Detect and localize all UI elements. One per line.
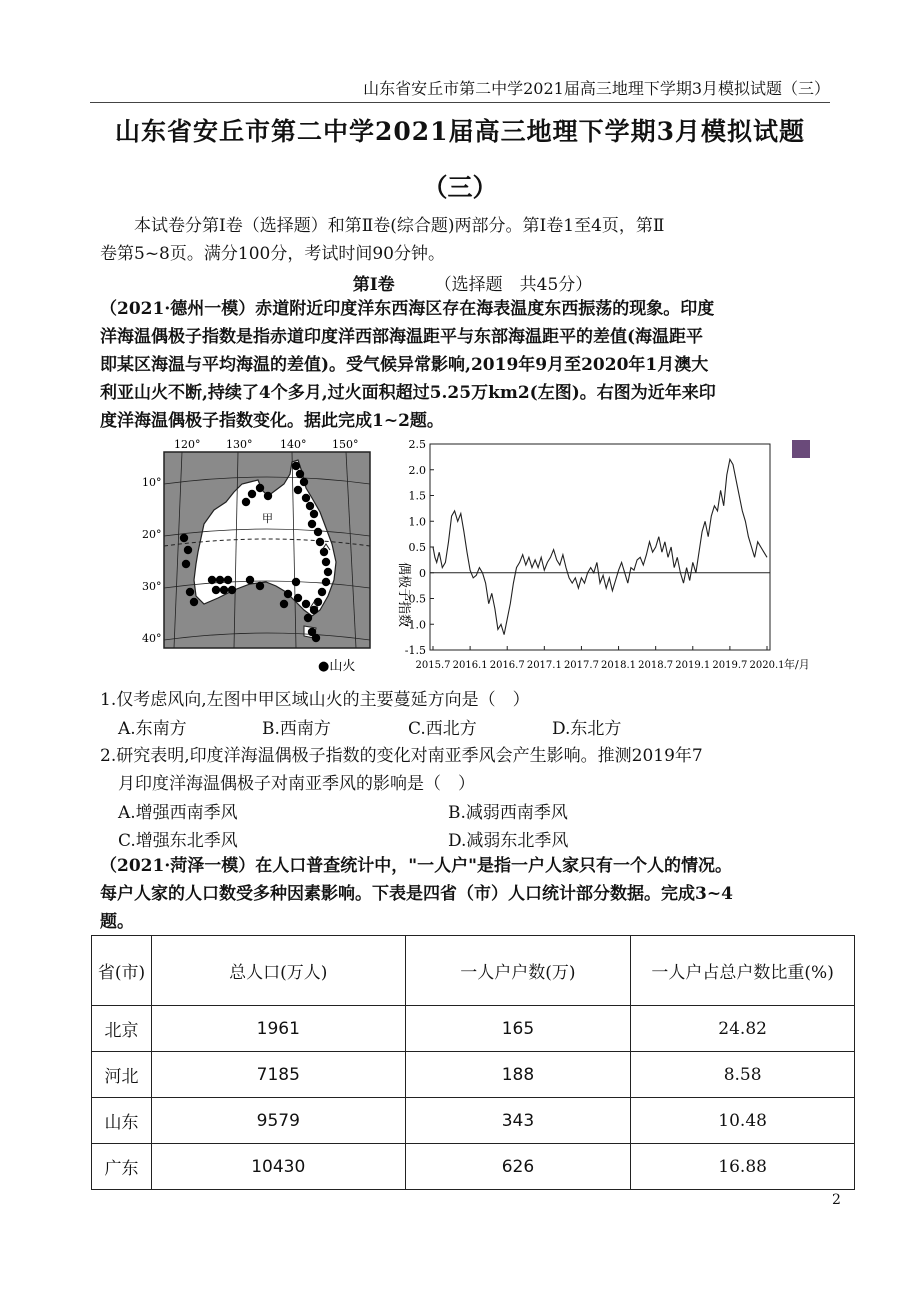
question-2-stem-line-1: 2.研究表明,印度洋海温偶极子指数的变化对南亚季风会产生影响。推测2019年7 [100, 746, 703, 766]
chart-y-tick-label: -1.5 [404, 644, 426, 657]
fire-marker [312, 634, 320, 642]
lon-label-130: 130° [226, 438, 253, 451]
fire-marker [296, 470, 304, 478]
q1-option-c: C.西北方 [408, 719, 477, 739]
table-header-single-ratio: 一人户占总户数比重(%) [631, 936, 855, 1006]
intro-paragraph [100, 212, 845, 268]
fire-marker [310, 510, 318, 518]
fire-marker [216, 576, 224, 584]
table-row [92, 1006, 855, 1052]
fire-marker [186, 588, 194, 596]
lon-label-140: 140° [280, 438, 307, 451]
fire-marker [292, 462, 300, 470]
table-cell: 广东 [92, 1144, 152, 1190]
figures-svg [100, 432, 840, 682]
chart-y-tick-label: 1.0 [408, 515, 426, 529]
fire-marker [242, 498, 250, 506]
table-cell: 山东 [92, 1098, 152, 1144]
fire-marker [294, 594, 302, 602]
passage-1-line-4: 利亚山火不断,持续了4个多月,过火面积超过5.25万km2(左图)。右图为近年来印 [100, 383, 716, 403]
chart-x-tick-label: 2018.1 [601, 660, 637, 671]
q2-option-d: D.减弱东北季风 [448, 831, 569, 851]
fire-marker [184, 546, 192, 554]
fire-marker [280, 600, 288, 608]
fire-marker [300, 478, 308, 486]
fire-marker [314, 528, 322, 536]
table-cell: 7185 [151, 1052, 405, 1098]
passage-1-line-3: 即某区海温与平均海温的差值)。受气候异常影响,2019年9月至2020年1月澳大 [100, 355, 709, 375]
fire-marker [212, 586, 220, 594]
passage-2-line-2: 每户人家的人口数受多种因素影响。下表是四省（市）人口统计部分数据。完成3~4 [100, 884, 733, 904]
fire-marker [304, 614, 312, 622]
table-row [92, 1098, 855, 1144]
chart-y-tick-label: 2.5 [408, 438, 426, 451]
q2-option-c: C.增强东北季风 [118, 831, 238, 851]
chart-y-tick-label: 0 [419, 566, 426, 580]
fire-marker [308, 520, 316, 528]
passage-1 [100, 295, 845, 435]
question-2-stem-line-2: 月印度洋海温偶极子对南亚季风的影响是（ ） [118, 774, 475, 794]
document-title-number: （三） [422, 173, 498, 202]
chart-x-tick-label: 2017.1 [526, 660, 562, 671]
chart-y-tick-label: 0.5 [408, 541, 426, 554]
question-1 [100, 686, 845, 714]
intro-line-1: 本试卷分第Ⅰ卷（选择题）和第Ⅱ卷(综合题)两部分。第Ⅰ卷1至4页，第Ⅱ [134, 216, 665, 236]
fire-marker [322, 578, 330, 586]
table-cell: 16.88 [631, 1144, 855, 1190]
fire-marker [182, 560, 190, 568]
table-cell: 9579 [151, 1098, 405, 1144]
chart-y-tick-label: 2.0 [408, 463, 426, 477]
chart-x-axis-label: 年/月 [784, 658, 810, 671]
chart-x-tick-label: 2020.1 [749, 660, 785, 671]
lon-label-150: 150° [332, 438, 359, 451]
fire-marker [264, 492, 272, 500]
header-rule [90, 102, 830, 103]
chart-frame [430, 444, 770, 650]
chart-y-tick-label: -0.5 [404, 592, 426, 606]
passage-1-line-5: 度洋海温偶极子指数变化。据此完成1~2题。 [100, 411, 444, 431]
lat-label-10: 10° [142, 476, 162, 489]
table-cell: 188 [405, 1052, 631, 1098]
fire-marker [256, 484, 264, 492]
fire-marker [224, 576, 232, 584]
table-cell: 10430 [151, 1144, 405, 1190]
table-cell: 626 [405, 1144, 631, 1190]
dipole-index-chart [396, 438, 810, 671]
fire-marker [314, 598, 322, 606]
question-1-stem: 1.仅考虑风向,左图中甲区域山火的主要蔓延方向是（ ） [100, 690, 530, 710]
fire-marker [306, 502, 314, 510]
australia-fire-map [142, 438, 370, 674]
fire-marker [316, 538, 324, 546]
passage-1-line-2: 洋海温偶极子指数是指赤道印度洋西部海温距平与东部海温距平的差值(海温距平 [100, 327, 704, 347]
fire-marker [246, 576, 254, 584]
table-cell: 343 [405, 1098, 631, 1144]
table-cell: 165 [405, 1006, 631, 1052]
q1-option-a: A.东南方 [118, 719, 187, 739]
q1-option-b: B.西南方 [262, 719, 331, 739]
fire-marker [256, 582, 264, 590]
intro-line-2: 卷第5~8页。满分100分，考试时间90分钟。 [100, 244, 445, 264]
fire-marker [228, 586, 236, 594]
table-header-total-population: 总人口(万人) [151, 936, 405, 1006]
table-row [92, 1052, 855, 1098]
part-label: 第Ⅰ卷 [352, 275, 395, 295]
chart-y-tick-label: 1.5 [408, 489, 426, 503]
map-legend: ●山火 [318, 659, 356, 674]
table-header-row [92, 936, 855, 1006]
table-row [92, 1144, 855, 1190]
table-cell: 1961 [151, 1006, 405, 1052]
q2-option-b: B.减弱西南季风 [448, 803, 568, 823]
part-description: （选择题 共45分） [434, 275, 593, 295]
page-number: 2 [832, 1192, 841, 1208]
population-table [91, 935, 855, 1190]
figures [100, 432, 840, 682]
chart-x-tick-label: 2017.7 [563, 660, 599, 671]
table-cell: 北京 [92, 1006, 152, 1052]
fire-marker [318, 588, 326, 596]
purple-square-mark [792, 440, 810, 458]
chart-x-tick-label: 2016.7 [489, 660, 525, 671]
chart-x-tick-label: 2015.7 [415, 660, 451, 671]
lon-label-120: 120° [174, 438, 201, 451]
passage-2-line-3: 题。 [100, 912, 134, 932]
fire-marker [284, 590, 292, 598]
chart-y-axis-label: 偶极子指数 [396, 562, 411, 628]
q2-option-a: A.增强西南季风 [118, 803, 238, 823]
fire-marker [180, 534, 188, 542]
fire-marker [248, 490, 256, 498]
fire-marker [302, 600, 310, 608]
fire-marker [292, 578, 300, 586]
part-heading [100, 270, 845, 295]
fire-marker [324, 568, 332, 576]
chart-series-line [433, 459, 767, 634]
fire-marker [190, 598, 198, 606]
table-cell: 河北 [92, 1052, 152, 1098]
chart-x-tick-label: 2016.1 [452, 660, 488, 671]
q1-option-d: D.东北方 [552, 719, 622, 739]
region-jia-label: 甲 [262, 512, 273, 525]
lat-label-20: 20° [142, 528, 162, 541]
fire-marker [220, 586, 228, 594]
chart-x-tick-label: 2018.7 [638, 660, 674, 671]
document-title: 山东省安丘市第二中学2021届高三地理下学期3月模拟试题 [115, 117, 805, 146]
fire-marker [320, 548, 328, 556]
lat-label-30: 30° [142, 580, 162, 593]
chart-x-tick-label: 2019.7 [712, 660, 748, 671]
table-cell: 24.82 [631, 1006, 855, 1052]
passage-2 [100, 852, 845, 936]
table-header-single-households: 一人户户数(万) [405, 936, 631, 1006]
chart-x-tick-label: 2019.1 [675, 660, 711, 671]
question-2 [100, 742, 845, 798]
passage-1-line-1: （2021·德州一模）赤道附近印度洋东西海区存在海表温度东西振荡的现象。印度 [100, 299, 715, 319]
table-cell: 8.58 [631, 1052, 855, 1098]
running-header: 山东省安丘市第二中学2021届高三地理下学期3月模拟试题（三） [363, 79, 830, 98]
lat-label-40: 40° [142, 632, 162, 645]
fire-marker [208, 576, 216, 584]
table-cell: 10.48 [631, 1098, 855, 1144]
fire-marker [294, 486, 302, 494]
fire-marker [302, 494, 310, 502]
fire-marker [322, 558, 330, 566]
passage-2-line-1: （2021·菏泽一模）在人口普查统计中，"一人户"是指一户人家只有一个人的情况。 [100, 856, 732, 876]
table-header-province: 省(市) [92, 936, 152, 1006]
chart-y-tick-label: -1.0 [404, 618, 426, 632]
